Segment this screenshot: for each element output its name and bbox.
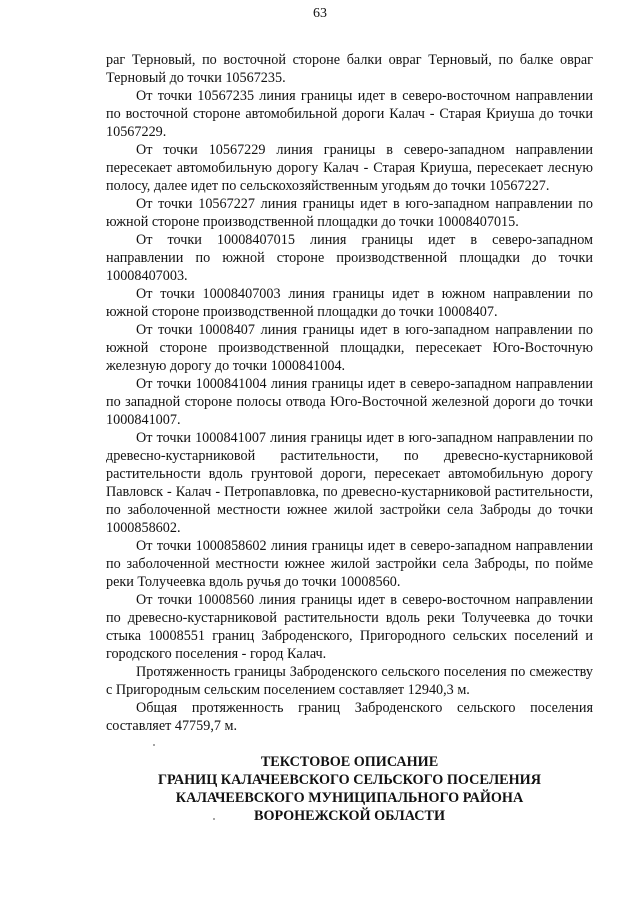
- section-title-line: КАЛАЧЕЕВСКОГО МУНИЦИПАЛЬНОГО РАЙОНА: [175, 790, 524, 806]
- paragraph: От точки 10008407015 линия границы идет в северо-западном направлении по южной стороне производственной площадки до точки 10008407003.: [106, 232, 593, 284]
- paragraph: От точки 1000841004 линия границы идет в северо-западном направлении по западной стороне полосы отвода Юго-Восточной железной дороги до точки 1000841007.: [106, 376, 593, 428]
- section-title-line: ГРАНИЦ КАЛАЧЕЕВСКОГО СЕЛЬСКОГО ПОСЕЛЕНИЯ: [158, 772, 541, 788]
- paragraph: От точки 10008560 линия границы идет в северо-восточном направлении по древесно-кустарниковой растительности вдоль реки Толучеевка до точки стыка 10008551 границ Заброденского, Пригородного сельских поселений и городского поселения - город Калач.: [106, 592, 593, 662]
- paragraph: От точки 10008407003 линия границы идет в южном направлении по южной стороне производственной площадки до точки 10008407.: [106, 286, 593, 320]
- paragraph-continuation: раг Терновый, по восточной стороне балки овраг Терновый, по балке овраг Терновый до точки 10567235.: [106, 52, 593, 86]
- page-number: 63: [313, 6, 327, 21]
- section-title: [106, 753, 593, 825]
- section-title-line: ТЕКСТОВОЕ ОПИСАНИЕ: [260, 754, 439, 770]
- paragraph: От точки 1000858602 линия границы идет в северо-западном направлении по заболоченной местности южнее жилой застройки села Заброды, по пойме реки Толучеевка вдоль ручья до точки 10008560.: [106, 538, 593, 590]
- body-text: [106, 51, 593, 735]
- paragraph: От точки 10567227 линия границы идет в юго-западном направлении по южной стороне производственной площадки до точки 10008407015.: [106, 196, 593, 230]
- paragraph: От точки 10008407 линия границы идет в юго-западном направлении по южной стороне производственной площадки, пересекает Юго-Восточную железную дорогу до точки 1000841004.: [106, 322, 593, 374]
- paragraph: От точки 10567229 линия границы в северо-западном направлении пересекает автомобильную дорогу Калач - Старая Криуша, пересекает лесную полосу, далее идет по сельскохозяйственным угодьям до точки 10567227.: [106, 142, 593, 194]
- section-title-line: ВОРОНЕЖСКОЙ ОБЛАСТИ: [253, 808, 445, 824]
- scan-speck: [213, 818, 215, 820]
- paragraph: Общая протяженность границ Заброденского сельского поселения составляет 47759,7 м.: [106, 700, 593, 734]
- paragraph: От точки 10567235 линия границы идет в северо-восточном направлении по восточной стороне автомобильной дороги Калач - Старая Криуша до точки 10567229.: [106, 88, 593, 140]
- paragraph: От точки 1000841007 линия границы идет в юго-западном направлении по древесно-кустарниковой растительности, по древесно-кустарниковой растительности вдоль грунтовой дороги, пересекает автомобильную дорогу Павловск - Калач - Петропавловка, по древесно-кустарниковой растительности, по заболоченной местности южнее жилой застройки села Заброды до точки 1000858602.: [106, 430, 593, 536]
- scan-speck: [153, 744, 155, 746]
- paragraph: Протяженность границы Заброденского сельского поселения по смежеству с Пригородным сельским поселением составляет 12940,3 м.: [106, 664, 593, 698]
